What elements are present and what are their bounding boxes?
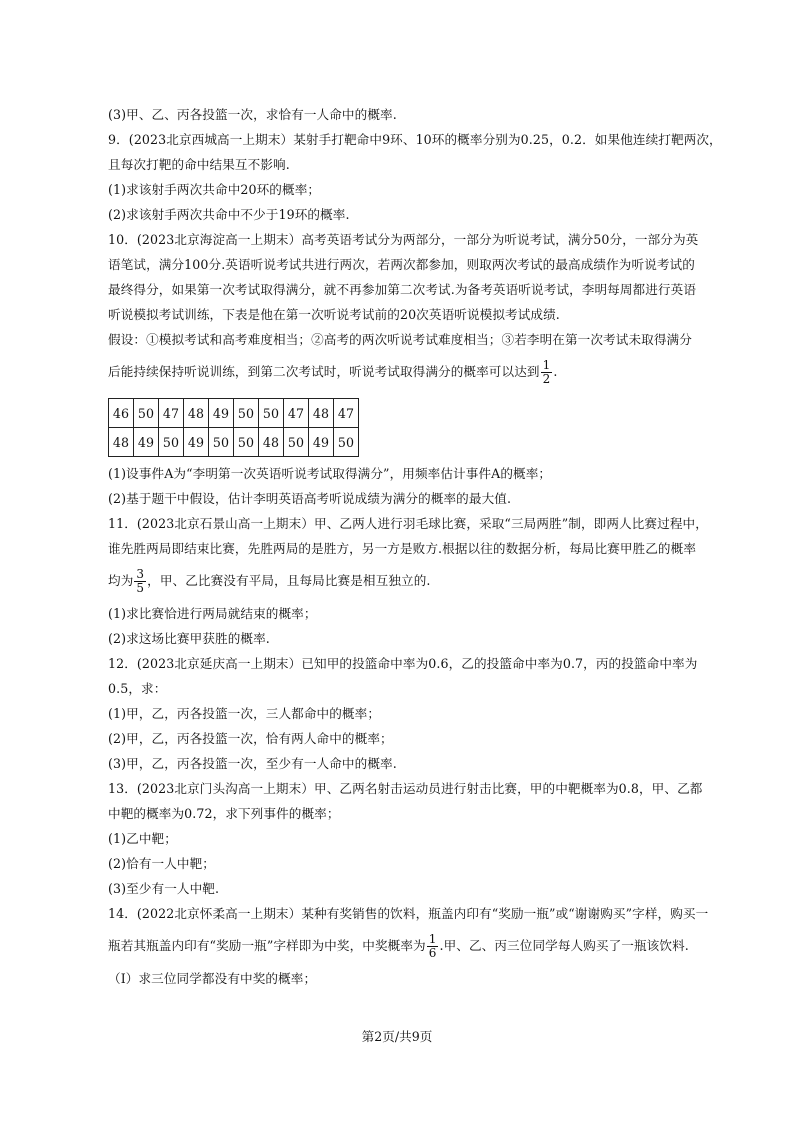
question-11-stem-line [108,561,708,601]
question-11-text: ，甲、乙比赛没有平局，且每局比赛是相互独立的. [147,573,431,588]
question-13-part-3: (3)至少有一人中靶. [108,881,220,896]
table-cell: 48 [184,399,209,428]
table-row [109,428,359,457]
page-number-footer: 第2页/共9页 [361,1029,433,1044]
fraction-numerator: 3 [136,567,145,581]
table-cell: 48 [259,428,284,457]
question-11-part-2: (2)求这场比赛甲获胜的概率. [108,631,270,646]
table-row [109,399,359,428]
fraction-one-sixth [427,933,439,960]
question-13-part-1: (1)乙中靶； [108,831,177,846]
table-cell: 50 [234,399,259,428]
table-cell: 50 [159,428,184,457]
table-cell: 50 [334,428,359,457]
fraction-one-half [541,359,553,386]
question-14-part-1: （I）求三位同学都没有中奖的概率； [108,971,317,986]
table-cell: 47 [284,399,309,428]
table-cell: 47 [159,399,184,428]
question-9-stem-line: 9．(2023北京西城高一上期末）某射手打靶命中9环、10环的概率分别为0.25，0.2．如果他连续打靶两次， [108,132,722,147]
question-12-part-2: (2)甲，乙，丙各投篮一次，恰有两人命中的概率； [108,731,393,746]
table-cell: 49 [209,399,234,428]
table-cell: 50 [209,428,234,457]
question-14-stem-line: 14．(2022北京怀柔高一上期末）某种有奖销售的饮料，瓶盖内印有“奖励一瓶”或“谢谢购买”字样，购买一 [108,906,709,921]
document-content [108,102,722,991]
question-12-stem-line: 0.5，求： [108,681,167,696]
question-9-part-1: (1)求该射手两次共命中20环的概率； [108,182,321,197]
table-cell: 50 [284,428,309,457]
table-cell: 49 [184,428,209,457]
question-11-stem-line: 谁先胜两局即结束比赛，先胜两局的是胜方，另一方是败方.根据以往的数据分析，每局比赛甲胜乙的概率 [108,541,697,556]
question-10-assumption-text: 后能持续保持听说训练，到第二次考试时，听说考试取得满分的概率可以达到 [108,364,540,379]
score-table [108,398,359,457]
question-11-part-1: (1)求比赛恰进行两局就结束的概率； [108,606,317,621]
question-10-part-2: (2)基于题干中假设，估计李明英语高考听说成绩为满分的概率的最大值. [108,491,512,506]
period: . [553,364,558,379]
table-cell: 46 [109,399,134,428]
question-10-part-1: (1)设事件A为“李明第一次英语听说考试取得满分”，用频率估计事件A的概率； [108,466,552,481]
question-12-part-1: (1)甲，乙，丙各投篮一次，三人都命中的概率； [108,706,381,721]
fraction-denominator: 2 [542,372,551,386]
table-cell: 49 [134,428,159,457]
question-10-assumption-line [108,352,708,392]
question-11-text: 均为 [108,573,134,588]
fraction-denominator: 6 [428,946,437,960]
question-13-stem-line: 中靶的概率为0.72，求下列事件的概率； [108,806,340,821]
question-10-assumption-line: 假设：①模拟考试和高考难度相当；②高考的两次听说考试难度相当；③若李明在第一次考试未取得满分 [108,332,692,347]
question-14-text: .甲、乙、丙三位同学每人购买了一瓶该饮料. [439,938,689,953]
question-9-stem-line: 且每次打靶的命中结果互不影响. [108,157,290,172]
fraction-denominator: 5 [136,581,145,595]
question-10-stem-line: 语笔试，满分100分.英语听说考试共进行两次，若两次都参加，则取两次考试的最高成绩作为听说考试的 [108,257,695,272]
question-12-stem-line: 12．(2023北京延庆高一上期末）已知甲的投篮命中率为0.6，乙的投篮命中率为0.7，丙的投篮命中率为 [108,656,698,671]
fraction-numerator: 1 [542,358,551,372]
table-cell: 48 [109,428,134,457]
fraction-three-fifths [134,568,146,595]
table-cell: 50 [134,399,159,428]
question-10-stem-line: 10．(2023北京海淀高一上期末）高考英语考试分为两部分，一部分为听说考试，满分50分，一部分为英 [108,232,699,247]
question-13-part-2: (2)恰有一人中靶； [108,856,215,871]
question-14-stem-line [108,926,708,966]
question-9-part-2: (2)求该射手两次共命中不少于19环的概率. [108,207,350,222]
question-8-part-3: (3)甲、乙、丙各投篮一次，求恰有一人命中的概率. [108,107,397,122]
table-cell: 48 [309,399,334,428]
table-cell: 50 [259,399,284,428]
fraction-numerator: 1 [428,932,437,946]
question-13-stem-line: 13．(2023北京门头沟高一上期末）甲、乙两名射击运动员进行射击比赛，甲的中靶概率为0.8，甲、乙都 [108,781,703,796]
question-14-text: 瓶若其瓶盖内印有“奖励一瓶”字样即为中奖，中奖概率为 [108,938,426,953]
question-11-stem-line: 11．(2023北京石景山高一上期末）甲、乙两人进行羽毛球比赛，采取“三局两胜”制，即两人比赛过程中， [108,516,708,531]
question-12-part-3: (3)甲，乙，丙各投篮一次，至少有一人命中的概率. [108,756,397,771]
table-cell: 47 [334,399,359,428]
table-cell: 49 [309,428,334,457]
table-cell: 50 [234,428,259,457]
question-10-stem-line: 听说模拟考试训练，下表是他在第一次听说考试前的20次英语听说模拟考试成绩. [108,307,560,322]
question-10-stem-line: 最终得分，如果第一次考试取得满分，就不再参加第二次考试.为备考英语听说考试，李明每周都进行英语 [108,282,697,297]
